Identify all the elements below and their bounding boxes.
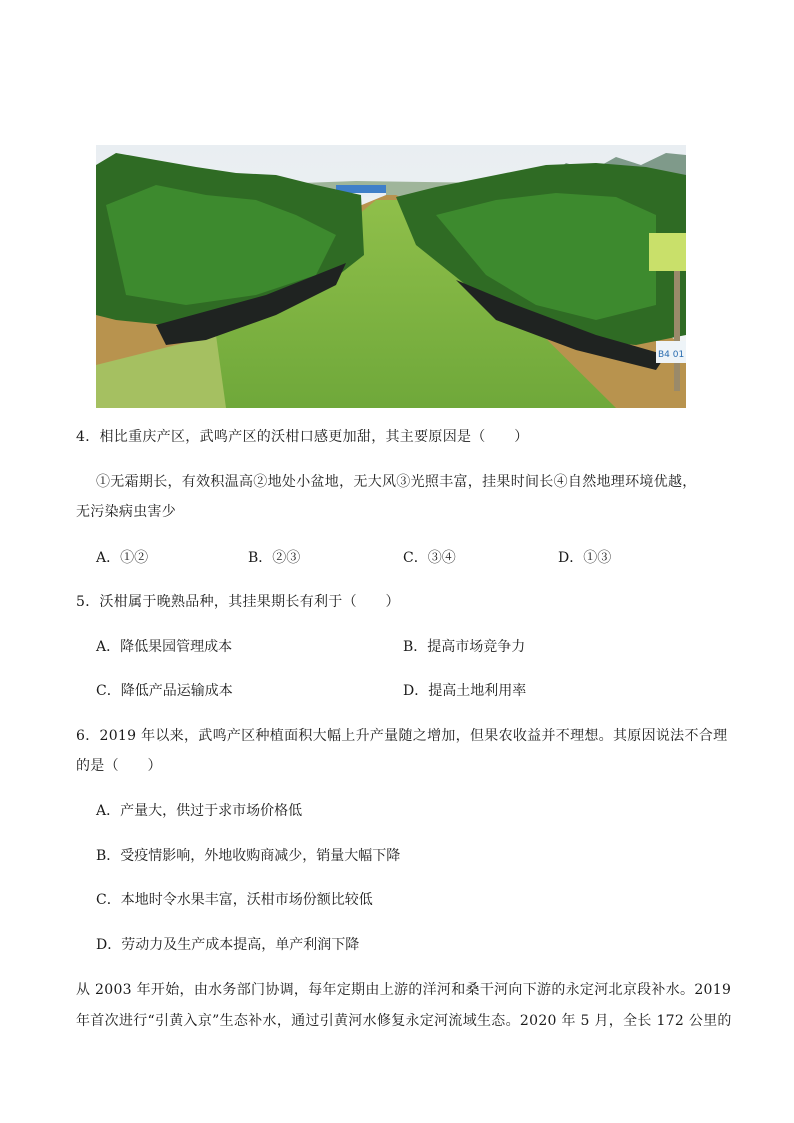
q6-option-c[interactable]: C．本地时令水果丰富，沃柑市场份额比较低 — [96, 892, 373, 908]
q6-option-a[interactable]: A．产量大，供过于求市场价格低 — [96, 803, 303, 819]
q4-option-b[interactable]: B．②③ — [248, 550, 301, 566]
q5-option-a[interactable]: A．降低果园管理成本 — [96, 639, 233, 655]
sign-label: B4 01 — [658, 350, 685, 360]
question-6-stem-line2: 的是（ ） — [76, 758, 162, 774]
question-4-conditions-line1: ①无霜期长，有效积温高②地处小盆地，无大风③光照丰富，挂果时间长④自然地理环境优越， — [96, 474, 697, 490]
q5-option-c[interactable]: C．降低产品运输成本 — [96, 683, 233, 699]
q5-option-b[interactable]: B．提高市场竞争力 — [403, 639, 526, 655]
q4-option-c[interactable]: C．③④ — [403, 550, 456, 566]
question-5-stem: 5．沃柑属于晚熟品种，其挂果期长有利于（ ） — [76, 594, 400, 610]
q5-option-d[interactable]: D．提高土地利用率 — [403, 683, 527, 699]
q6-option-b[interactable]: B．受疫情影响，外地收购商减少，销量大幅下降 — [96, 848, 401, 864]
q6-option-d[interactable]: D．劳动力及生产成本提高，单产利润下降 — [96, 937, 360, 953]
q4-option-d[interactable]: D．①③ — [558, 550, 612, 566]
passage-line1: 从 2003 年开始，由水务部门协调，每年定期由上游的洋河和桑干河向下游的永定河北京段补水。2019 — [76, 982, 732, 998]
question-4-stem: 4．相比重庆产区，武鸣产区的沃柑口感更加甜，其主要原因是（ ） — [76, 429, 529, 445]
question-4-conditions-line2: 无污染病虫害少 — [76, 504, 177, 520]
passage-line2: 年首次进行“引黄入京”生态补水，通过引黄河水修复永定河流域生态。2020 年 5 月，全长 172 公里的 — [76, 1013, 732, 1029]
orchard-photo — [96, 145, 686, 408]
q4-option-a[interactable]: A．①② — [96, 550, 149, 566]
question-6-stem-line1: 6．2019 年以来，武鸣产区种植面积大幅上升产量随之增加，但果农收益并不理想。其原因说法不合理 — [76, 728, 728, 744]
